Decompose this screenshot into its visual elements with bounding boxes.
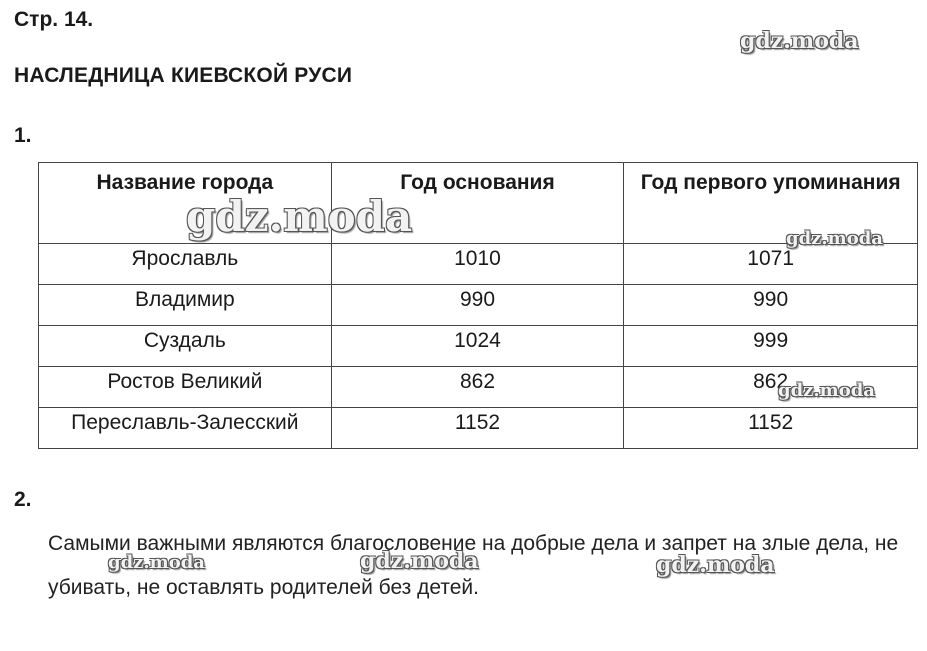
watermark-logo: gdz.moda bbox=[186, 192, 413, 241]
city-name-cell: Ярославль bbox=[39, 244, 332, 285]
watermark-logo: gdz.moda bbox=[786, 228, 883, 249]
task-2-answer: Самыми важными являются благословение на добрые дела и запрет на злые дела, не убивать, не оставлять родителей без детей. bbox=[48, 532, 899, 599]
column-header-first-mention: Год первого упоминания bbox=[624, 163, 918, 244]
first-mention-year-cell: 999 bbox=[624, 326, 918, 367]
city-name-cell: Ростов Великий bbox=[39, 367, 332, 408]
task-1-number: 1. bbox=[14, 124, 32, 147]
table-row bbox=[39, 285, 918, 326]
watermark-logo: gdz.moda bbox=[108, 552, 205, 573]
first-mention-year-cell: 990 bbox=[624, 285, 918, 326]
watermark-logo: gdz.moda bbox=[656, 552, 775, 578]
table-row bbox=[39, 367, 918, 408]
first-mention-year-cell: 1152 bbox=[624, 408, 918, 449]
founded-year-cell: 862 bbox=[331, 367, 624, 408]
table-row bbox=[39, 326, 918, 367]
city-name-cell: Суздаль bbox=[39, 326, 332, 367]
table-header-row bbox=[39, 163, 918, 244]
page-title: НАСЛЕДНИЦА КИЕВСКОЙ РУСИ bbox=[14, 64, 353, 87]
cities-table bbox=[38, 162, 918, 449]
founded-year-cell: 990 bbox=[331, 285, 624, 326]
founded-year-cell: 1152 bbox=[331, 408, 624, 449]
city-name-cell: Переславль-Залесский bbox=[39, 408, 332, 449]
watermark-logo: gdz.moda bbox=[778, 380, 875, 401]
watermark-logo: gdz.moda bbox=[740, 28, 859, 54]
column-header-founded: Год основания bbox=[331, 163, 624, 244]
watermark-logo: gdz.moda bbox=[360, 548, 479, 574]
founded-year-cell: 1010 bbox=[331, 244, 624, 285]
table-row bbox=[39, 244, 918, 285]
task-2-number: 2. bbox=[14, 488, 32, 511]
first-mention-year-cell: 1071 bbox=[624, 244, 918, 285]
column-header-city: Название города bbox=[39, 163, 332, 244]
page-number: Стр. 14. bbox=[14, 8, 94, 31]
city-name-cell: Владимир bbox=[39, 285, 332, 326]
founded-year-cell: 1024 bbox=[331, 326, 624, 367]
first-mention-year-cell: 862 bbox=[624, 367, 918, 408]
table-row bbox=[39, 408, 918, 449]
